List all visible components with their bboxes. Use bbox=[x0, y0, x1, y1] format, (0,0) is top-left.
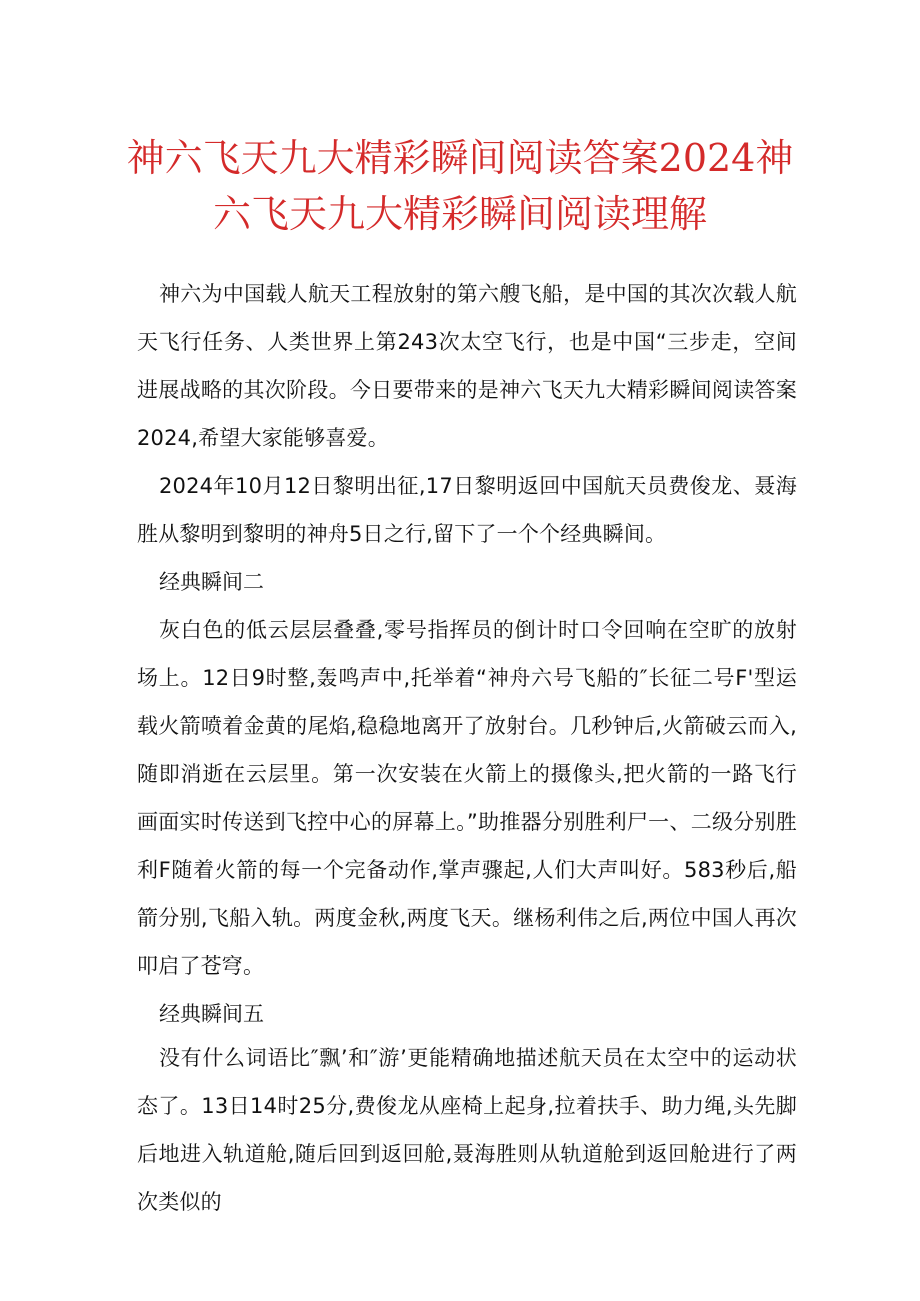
section-2-paragraph: 灰白色的低云层层叠叠,零号指挥员的倒计时口令回响在空旷的放射场上。12日9时整,轰鸣声中,托举着“神舟六号飞船的″长征二号F'型运载火箭喷着金黄的尾焰,稳稳地离开了放射台。几秒钟后,火箭破云而入,随即消逝在云层里。第一次安装在火箭上的摄像头,把火箭的一路飞行画面实时传送到飞控中心的屏幕上。”助推器分别胜利尸一、二级分别胜利F随着火箭的每一个完备动作,掌声骤起,人们大声叫好。583秒后,船箭分别,飞船入轨。两度金秋,两度飞天。继杨利伟之后,两位中国人再次叩启了苍穹。 bbox=[137, 618, 797, 978]
document-title: 神六飞天九大精彩瞬间阅读答案2024神六飞天九大精彩瞬间阅读理解 bbox=[126, 136, 794, 236]
intro-paragraph: 神六为中国载人航天工程放射的第六艘飞船，是中国的其次次载人航天飞行任务、人类世界上第243次太空飞行，也是中国“三步走，空间进展战略的其次阶段。今日要带来的是神六飞天九大精彩瞬间阅读答案2024,希望大家能够喜爱。 bbox=[137, 282, 797, 450]
overview-paragraph: 2024年10月12日黎明出征,17日黎明返回中国航天员费俊龙、聂海胜从黎明到黎明的神舟5日之行,留下了一个个经典瞬间。 bbox=[137, 474, 797, 546]
section-5-paragraph: 没有什么词语比″飘’和″游’更能精确地描述航天员在太空中的运动状态了。13日14时25分,费俊龙从座椅上起身,拉着扶手、助力绳,头先脚后地进入轨道舱,随后回到返回舱,聂海胜则从轨道舱到返回舱进行了两次类似的 bbox=[137, 1046, 797, 1214]
section-2-heading: 经典瞬间二 bbox=[159, 570, 264, 594]
section-5-heading: 经典瞬间五 bbox=[159, 1002, 264, 1026]
